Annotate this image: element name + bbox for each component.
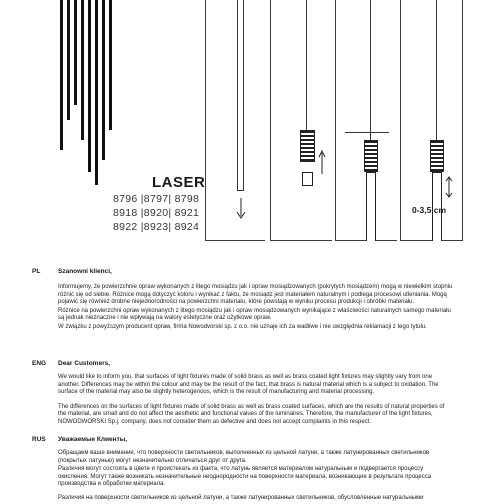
dimension-label: 0-3,5 cm: [412, 205, 447, 215]
cable-panel-2: [306, 0, 307, 130]
panel-1-left-border: [205, 0, 206, 240]
paragraph: Различия могут состоять в цвете и проистекать из факта, что латунь является материалом натуральным и подвергается процессу окисления. Могут также возникать незначительные неоднородности на поверхности материала, возникающие в результате процесса производства и обработки материала.: [58, 466, 432, 488]
paragraph: The differences on the surfaces of light fixtures made of solid brass as well as brass coated surfaces, which are the results of natural properties of the material, are small and do not affect the aesthetic and functional values of the luminaires. Therefore, the manufacturer of the light fixtures, NOWODWORSKI Sp.j. company, does not consider them as defective and does not accept complaints in this respect.: [58, 403, 445, 425]
tube-4: [81, 0, 84, 140]
product-codes-row-1: 8796 |8797| 8798: [113, 193, 200, 205]
section-lang-pl: PL: [32, 268, 41, 275]
section-body-rus: [58, 450, 454, 504]
tube-1: [60, 0, 63, 150]
fixture-tube-panel-1: [237, 0, 244, 191]
section-body-eng: [58, 374, 454, 428]
connector-panel-2: [300, 130, 315, 162]
product-name: LASER: [152, 174, 206, 191]
paragraph: W związku z powyższym producent opraw, firma Nowodvorski sp. z o.o. nie uznaje ich za wadliwe i nie uwzględnia reklamacji z tego tytułu.: [58, 323, 427, 330]
tube-6: [95, 0, 98, 185]
tube-5: [88, 0, 91, 172]
fixture-head-panel-2: [302, 172, 313, 186]
panel-1-bottom-border: [205, 240, 265, 241]
panel-3-left-border: [335, 0, 336, 240]
paragraph: Informujemy, że powierzchnie opraw wykonanych z litego mosiądzu jak i opraw mosiądzowanych (pokrytych mosiądzem) mogą w niewielkim stopniu różnić się od siebie. Różnice mogą dotyczyć koloru i wynikać z faktu, że mosiądz jest materiałem naturalnym i podlega procesowi utleniania. Mogą pojawić się również drobne niejednorodności na powierzchni materiału, które powstają w wyniku procesu produkcji i obróbki materiału.: [58, 284, 453, 306]
ceiling-line-panel-3: [345, 132, 389, 133]
cable-panel-4: [436, 0, 437, 140]
panel-4-bottom-border: [400, 240, 462, 241]
panel-2-bottom-border: [270, 240, 332, 241]
section-heading-rus: Уважаемые Клиенты,: [58, 436, 128, 443]
panel-2-left-border: [270, 0, 271, 240]
paragraph: Różnice na powierzchni opraw wykonanych z litego mosiądzu jak i opraw mosiądzowanych wynikające z właściwości naturalnych samego materiału są jednak nieznaczne i nie wpływają na walory estetyczne oraz użytkowe opraw.: [58, 307, 451, 322]
fixture-tube-panel-3: [366, 172, 376, 241]
connector-panel-3: [364, 140, 378, 172]
panel-4-right-border: [462, 0, 463, 241]
section-heading-eng: Dear Customers,: [58, 360, 111, 367]
product-codes-row-2: 8918 |8920| 8921: [113, 207, 200, 219]
tube-3: [74, 0, 77, 105]
section-body-pl: [58, 284, 454, 333]
tube-7: [102, 0, 105, 160]
tube-2: [67, 0, 70, 120]
arrow-up-icon: [318, 150, 326, 174]
section-heading-pl: Szanowni klienci,: [58, 268, 112, 275]
cable-panel-3: [370, 0, 371, 140]
section-lang-eng: ENG: [32, 360, 47, 367]
panel-4-left-border: [400, 0, 401, 240]
arrow-down-icon: [235, 198, 247, 220]
dimension-arrows-icon: [445, 176, 453, 198]
product-codes-row-3: 8922 |8923| 8924: [113, 221, 200, 233]
section-lang-rus: RUS: [32, 436, 46, 443]
paragraph: Различия на поверхности светильников из цельной латуни, а также латунированных светильников, обусловленные натуральными: [58, 494, 424, 501]
tube-8: [109, 0, 112, 130]
paragraph: We would like to inform you, that surfaces of light fixtures made of solid brass as well as brass coated light fixtures may slightly vary from one another. Differences may be within the colour and may be the result of the fact, that brass is natural material which is a subject to oxidation. The surface of the material may also be slightly heterogenous, which is the result of manufacturing and material processing.: [58, 374, 439, 396]
paragraph: Обращаем ваше внимание, что поверхности светильников, выполненных из цельной латуни, а также латунированных светильников (покрытых латунью) могут незначительно отличаться друг от друга.: [58, 450, 430, 464]
connector-panel-4: [430, 140, 444, 172]
